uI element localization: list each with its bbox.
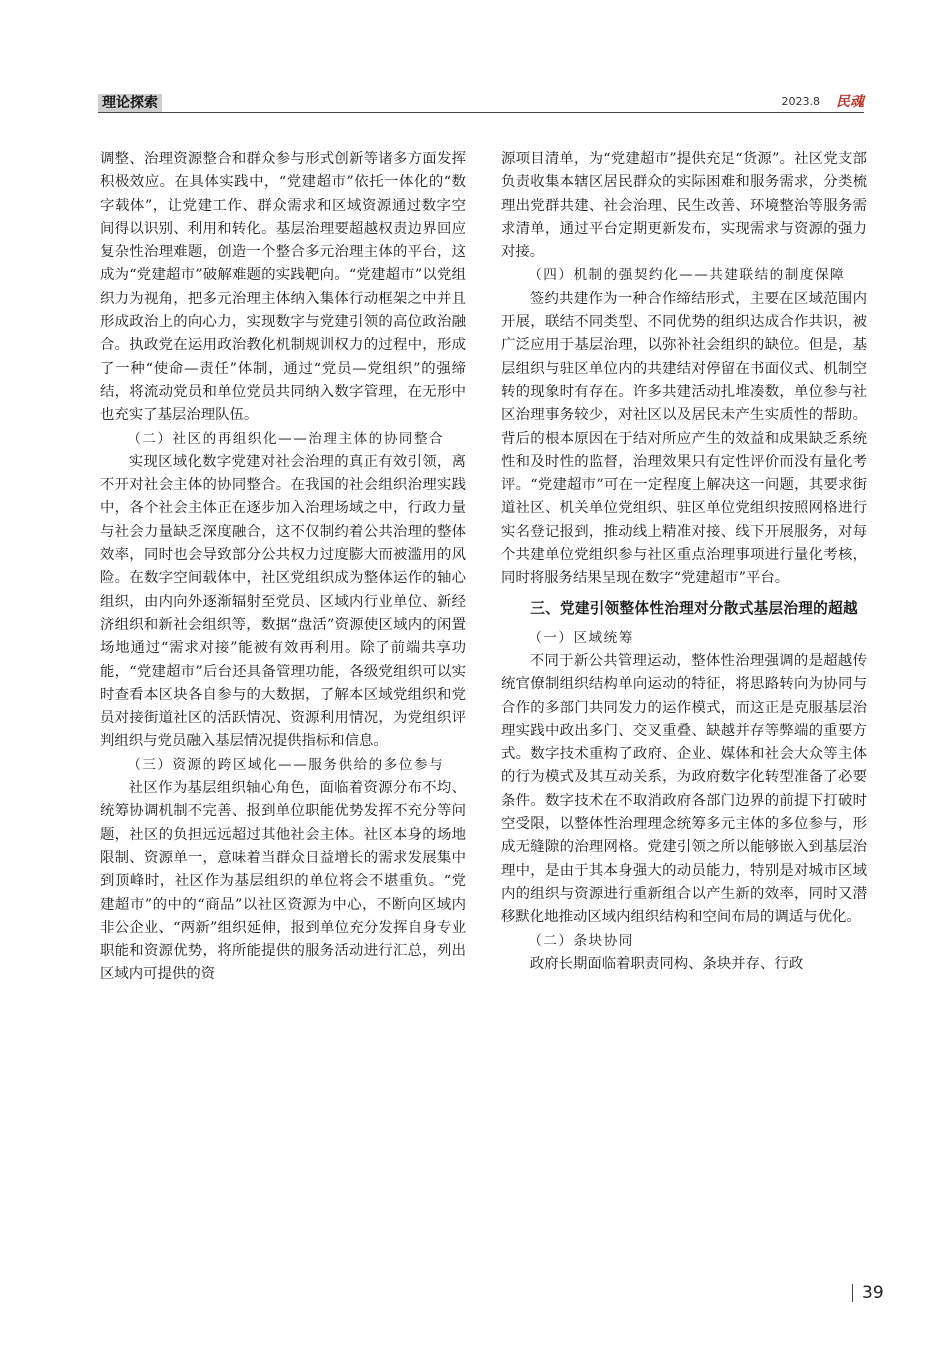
subsection-heading: （四）机制的强契约化——共建联结的制度保障 xyxy=(528,267,846,284)
section-heading: 三、党建引领整体性治理对分散式基层治理的超越 xyxy=(530,599,858,617)
body-paragraph: 政府长期面临着职责同构、条块并存、行政 xyxy=(529,955,804,972)
body-paragraph: 签约共建作为一种合作缔结形式，主要在区域范围内开展，联结不同类型、不同优势的组织达成合作共识，被广泛应用于基层治理，以弥补社会组织的缺位。但是，基层组织与驻区单位内的共建结对停留在书面仪式、机制空转的现象时有存在。许多共建活动扎堆凑数，单位参与社区治理事务较少，对社区以及居民未产生实质性的帮助。背后的根本原因在于结对所应产生的效益和成果缺乏系统性和及时性的监督，治理效果只有定性评价而没有量化考评。“党建超市”可在一定程度上解决这一问题，其要求街道社区、机关单位党组织、驻区单位党组织按照网格进行实名登记报到，推动线上精准对接、线下开展服务，对每个共建单位党组织参与社区重点治理事项进行量化考核，同时将服务结果呈现在数字“党建超市”平台。 xyxy=(501,290,867,587)
subsection-heading: （二）社区的再组织化——治理主体的协同整合 xyxy=(127,430,445,447)
subsection-heading: （三）资源的跨区域化——服务供给的多位参与 xyxy=(127,756,445,773)
page-number-divider xyxy=(852,1284,853,1302)
body-paragraph: 社区作为基层组织轴心角色，面临着资源分布不均、统筹协调机制不完善、报到单位职能优势发挥不充分等问题，社区的负担远远超过其他社会主体。社区本身的场地限制、资源单一，意味着当群众日益增长的需求发展集中到顶峰时，社区作为基层组织的单位将会不堪重负。“党建超市”的中的“商品”以社区资源为中心，不断向区域内非公企业、“两新”组织延伸，报到单位充分发挥自身专业职能和资源优势，将所能提供的服务活动进行汇总，列出区域内可提供的资 xyxy=(100,780,466,983)
left-column xyxy=(100,148,466,987)
body-paragraph: 不同于新公共管理运动，整体性治理强调的是超越传统官僚制组织结构单向运动的特征，将思路转向为协同与合作的多部门共同发力的运作模式，而这正是克服基层治理实践中政出多门、交叉重叠、缺越并存等弊端的重要方式。数字技术重构了政府、企业、媒体和社会大众等主体的行为模式及其互动关系，为政府数字化转型准备了必要条件。数字技术在不取消政府各部门边界的前提下打破时空受限，以整体性治理理念统筹多元主体的多位参与，形成无缝隙的治理网格。党建引领之所以能够嵌入到基层治理中，是由于其本身强大的动员能力，特别是对城市区域内的组织与资源进行重新组合以产生新的效率，同时又潜移默化地推动区域内组织结构和空间布局的调适与优化。 xyxy=(501,652,867,926)
right-column xyxy=(501,148,867,976)
page-number: 39 xyxy=(862,1283,884,1303)
journal-logo: 民魂 xyxy=(836,94,864,110)
issue-date: 2023.8 xyxy=(781,95,820,108)
subsection-heading: （二）条块协同 xyxy=(528,932,634,949)
subsection-heading: （一）区域统筹 xyxy=(528,629,634,646)
header-rule xyxy=(98,112,864,113)
body-paragraph: 实现区域化数字党建对社会治理的真正有效引领，离不开对社会主体的协同整合。在我国的社会组织治理实践中，各个社会主体正在逐步加入治理场域之中，行政力量与社会力量缺乏深度融合，这不仅制约着公共治理的整体效率，同时也会导致部分公共权力过度膨大而被滥用的风险。在数字空间载体中，社区党组织成为整体运作的轴心组织，由内向外逐渐辐射至党员、区域内行业单位、新经济组织和新社会组织等，数据“盘活”资源使区域内的闲置场地通过“需求对接”能被有效再利用。除了前端共享功能，“党建超市”后台还具备管理功能，各级党组织可以实时查看本区块各自参与的大数据，了解本区域党组织和党员对接街道社区的活跃情况、资源利用情况，为党组织评判组织与党员融入基层情况提供指标和信息。 xyxy=(100,453,466,750)
body-paragraph-continued: 源项目清单，为“党建超市”提供充足“货源”。社区党支部负责收集本辖区居民群众的实际困难和服务需求，分类梳理出党群共建、社会治理、民生改善、环境整治等服务需求清单，通过平台定期更新发布，实现需求与资源的强力对接。 xyxy=(501,151,867,261)
section-tag: 理论探索 xyxy=(98,94,162,112)
body-paragraph-continued: 调整、治理资源整合和群众参与形式创新等诸多方面发挥积极效应。在具体实践中，“党建超市”依托一体化的“数字载体”，让党建工作、群众需求和区域资源通过数字空间得以识别、利用和转化。基层治理要超越权责边界回应复杂性治理难题，创造一个整合多元治理主体的平台，这成为“党建超市”破解难题的实践靶向。“党建超市”以党组织力为视角，把多元治理主体纳入集体行动框架之中并且形成政治上的向心力，实现数字与党建引领的高位政治融合。执政党在运用政治教化机制规训权力的过程中，形成了一种“使命—责任”体制，通过“党员—党组织”的强缔结，将流动党员和单位党员共同纳入数字管理，在无形中也充实了基层治理队伍。 xyxy=(100,151,466,424)
page-header xyxy=(98,94,864,112)
